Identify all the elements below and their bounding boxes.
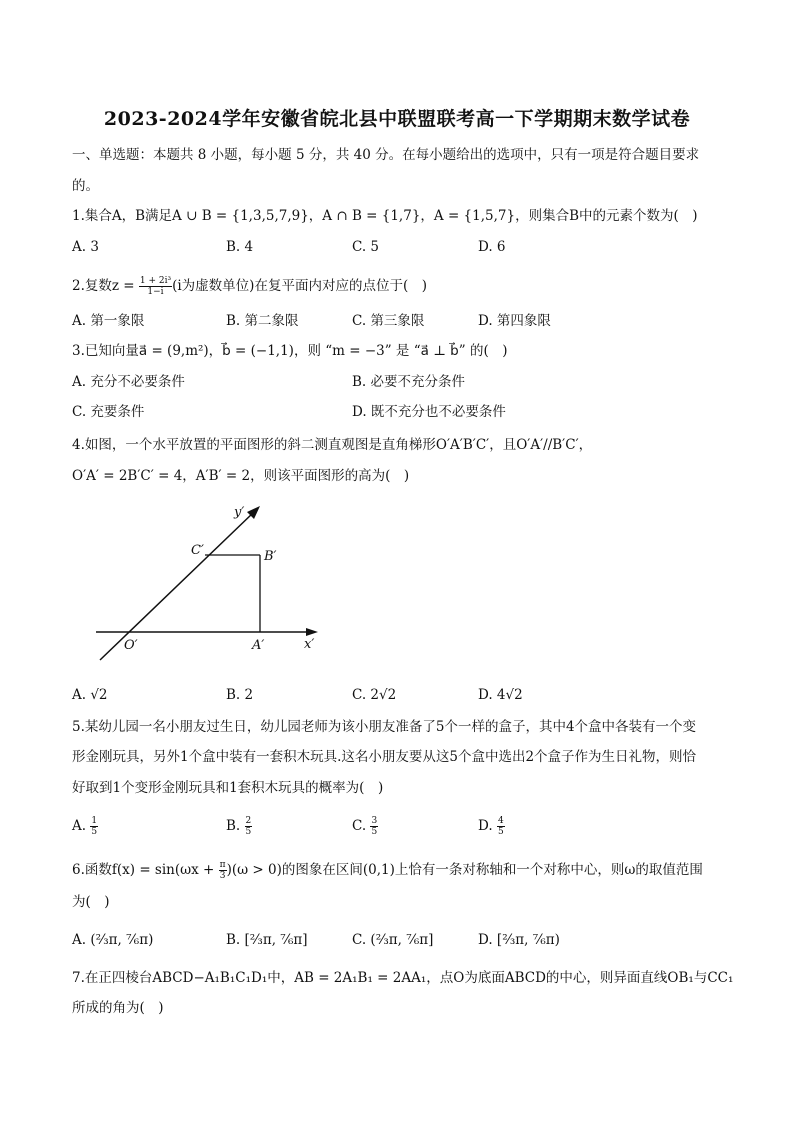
q3-option-b: B. 必要不充分条件 — [352, 374, 466, 390]
q3-stem: 3.已知向量a⃗ = (9,m²)，b⃗ = (−1,1)，则 “m = −3” 是 “a⃗ ⊥ b⃗” 的( ) — [72, 343, 508, 359]
q2-frac-num: 1 + 2i³ — [139, 276, 172, 286]
label-x: x′ — [304, 637, 315, 652]
q6-frac-num: π — [219, 860, 226, 870]
q1-option-c: C. 5 — [352, 239, 380, 255]
q5-option-b-den: 5 — [245, 827, 252, 837]
q2-suffix: (i为虚数单位)在复平面内对应的点位于( ) — [172, 278, 427, 294]
q4-option-d: D. 4√2 — [478, 687, 523, 703]
q5-stem-line1: 5.某幼儿园一名小朋友过生日，幼儿园老师为该小朋友准备了5个一样的盒子，其中4个盒中各装有一个变 — [72, 719, 697, 735]
q6-option-c: C. (²⁄₃π, ⁷⁄₆π] — [352, 932, 434, 948]
q2-option-d: D. 第四象限 — [478, 313, 551, 329]
label-o: O′ — [124, 638, 138, 653]
q6-frac-den: 3 — [219, 871, 226, 881]
q6-fraction — [219, 860, 227, 881]
q2-stem — [72, 276, 732, 297]
q2-prefix: 2.复数z = — [72, 278, 139, 294]
q5-option-c-den: 5 — [371, 827, 378, 837]
q6-option-d: D. [²⁄₃π, ⁷⁄₆π) — [478, 932, 560, 948]
q5-option-d-label: D. — [478, 818, 493, 834]
q1-option-b: B. 4 — [226, 239, 254, 255]
q5-option-a-num: 1 — [91, 816, 98, 826]
q7-stem-line1: 7.在正四棱台ABCD−A₁B₁C₁D₁中，AB = 2A₁B₁ = 2AA₁，点O为底面ABCD的中心，则异面直线OB₁与CC₁ — [72, 970, 734, 986]
section-heading-line2: 的。 — [72, 178, 99, 194]
q5-stem-line3: 好取到1个变形金刚玩具和1套积木玩具的概率为( ) — [72, 780, 384, 796]
q1-option-a: A. 3 — [72, 239, 99, 255]
q2-option-b: B. 第二象限 — [226, 313, 299, 329]
q5-option-b — [226, 816, 252, 837]
q6-option-b: B. [²⁄₃π, ⁷⁄₆π] — [226, 932, 308, 948]
label-c: C′ — [191, 543, 204, 558]
q6-prefix: 6.函数f(x) = sin(ωx + — [72, 862, 219, 878]
q4-option-a: A. √2 — [72, 687, 108, 703]
x-axis-arrow — [306, 628, 318, 636]
q2-frac-den: 1−i — [147, 287, 164, 297]
page-title: 2023-2024学年安徽省皖北县中联盟联考高一下学期期末数学试卷 — [103, 108, 691, 130]
q5-option-d-num: 4 — [497, 816, 504, 826]
q5-option-d-den: 5 — [497, 827, 504, 837]
q6-stem-line2: 为( ) — [72, 894, 110, 910]
section-heading-line1: 一、单选题：本题共 8 小题，每小题 5 分，共 40 分。在每小题给出的选项中，只有一项是符合题目要求 — [72, 147, 700, 163]
q1-stem: 1.集合A，B满足A ∪ B = {1,3,5,7,9}，A ∩ B = {1,7}，A = {1,5,7}，则集合B中的元素个数为( ) — [72, 208, 698, 224]
q5-option-a-label: A. — [72, 818, 87, 834]
q6-suffix: )(ω > 0)的图象在区间(0,1)上恰有一条对称轴和一个对称中心，则ω的取值范围 — [226, 862, 703, 878]
q6-option-a: A. (²⁄₃π, ⁷⁄₆π) — [72, 932, 154, 948]
q5-option-c-label: C. — [352, 818, 367, 834]
q4-stem-line1: 4.如图，一个水平放置的平面图形的斜二测直观图是直角梯形O′A′B′C′，且O′A′//B′C′， — [72, 437, 593, 453]
q6-stem — [72, 860, 732, 881]
q5-option-a — [72, 816, 98, 837]
q7-stem-line2: 所成的角为( ) — [72, 1000, 164, 1016]
label-b: B′ — [264, 549, 277, 564]
q1-option-d: D. 6 — [478, 239, 506, 255]
q3-option-a: A. 充分不必要条件 — [72, 374, 185, 390]
q5-option-c-num: 3 — [371, 816, 378, 826]
label-a: A′ — [252, 638, 265, 653]
q4-stem-line2: O′A′ = 2B′C′ = 4，A′B′ = 2，则该平面图形的高为( ) — [72, 468, 410, 484]
q5-option-d — [478, 816, 505, 837]
q5-option-c — [352, 816, 378, 837]
q4-option-c: C. 2√2 — [352, 687, 397, 703]
q5-option-b-num: 2 — [245, 816, 252, 826]
q2-option-a: A. 第一象限 — [72, 313, 145, 329]
q4-option-b: B. 2 — [226, 687, 254, 703]
q2-option-c: C. 第三象限 — [352, 313, 425, 329]
q3-option-c: C. 充要条件 — [72, 404, 145, 420]
q3-option-d: D. 既不充分也不必要条件 — [352, 404, 506, 420]
q5-stem-line2: 形金刚玩具，另外1个盒中装有一套积木玩具.这名小朋友要从这5个盒中选出2个盒子作为生日礼物，则恰 — [72, 749, 697, 765]
q2-fraction — [139, 276, 172, 297]
q4-figure — [88, 498, 328, 668]
label-y: y′ — [234, 505, 245, 520]
q5-option-b-label: B. — [226, 818, 241, 834]
q5-option-a-den: 5 — [91, 827, 98, 837]
